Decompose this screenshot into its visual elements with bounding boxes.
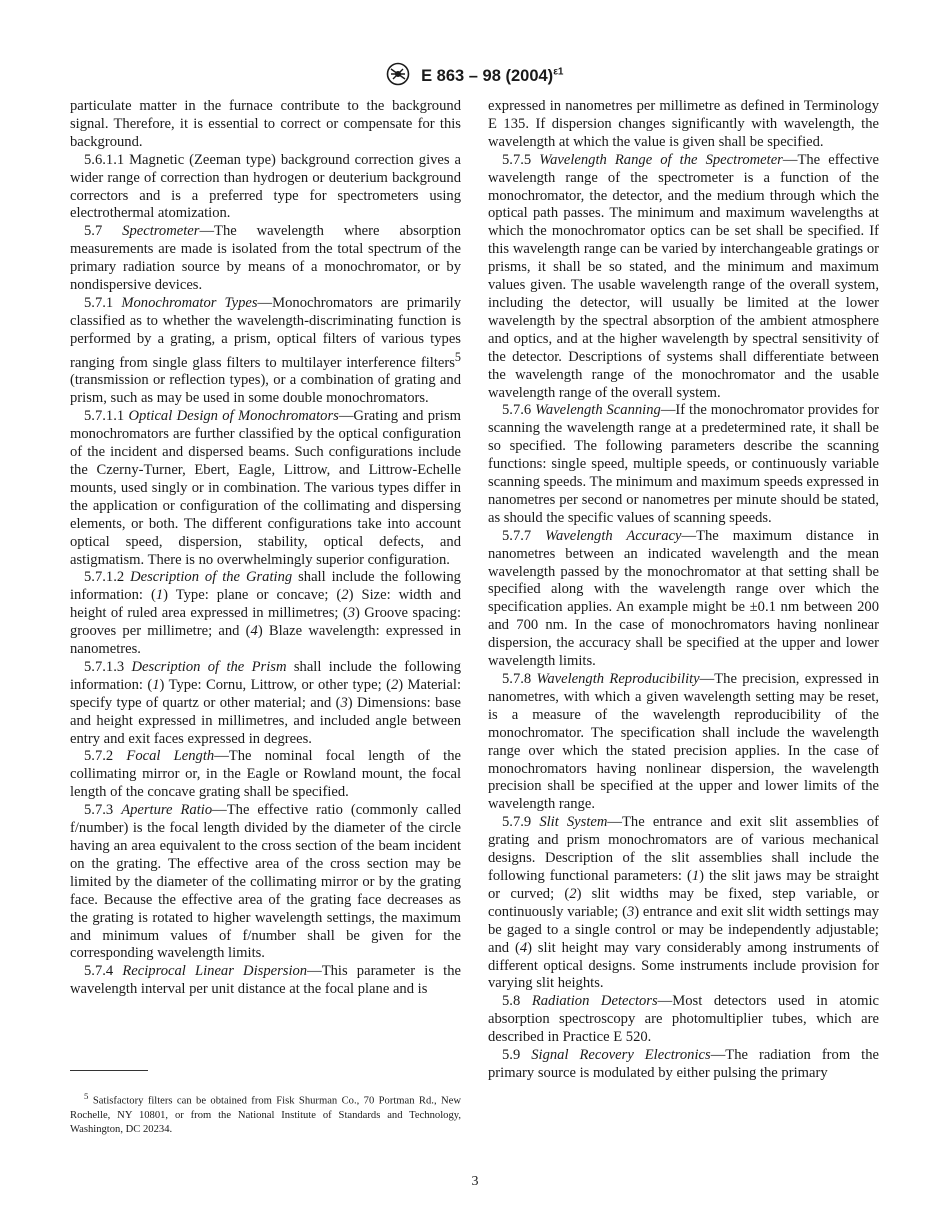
left-column — [70, 98, 461, 999]
footnote: $^5$ Satisfactory filters can be obtained from Fisk Shurman Co., 70 Portman Rd., New Rochelle, NY 10801, or from the National Institute of Standards and Technology, Washington, DC 20234. — [70, 1091, 461, 1135]
paragraph: 5.7.3 Aperture Ratio—The effective ratio (commonly called f/number) is the focal length divided by the diameter of the circle having an area equivalent to the cross section of the beam incident on the grating. The effective area of the cross section may be limited by the diameter of the collimating mirror or by the grating face. Because the effective area of the grating face decreases as the grating is rotated to higher wavelength settings, the maximum and minimum values of f/number shall be given for the corresponding wavelength limits. — [70, 802, 462, 962]
footnote-divider — [70, 1070, 148, 1071]
paragraph: 5.7.1.1 Optical Design of Monochromators—Grating and prism monochromators are further classified by the optical configuration of the incident and dispersed beams. Such configurations include the Czerny-Turner, Ebert, Eagle, Littrow, and Littrow-Echelle mounts, used singly or in combination. The various types differ in the application or configuration of the collimating and dispersing elements, or both. The different configurations take into account optical speed, dispersion, stability, optical defects, and astigmatism. There is no overwhelmingly superior configuration. — [70, 408, 461, 568]
paragraph: 5.6.1.1 Magnetic (Zeeman type) background correction gives a wider range of correction than hydrogen or deuterium background correctors and is a preferred type for spectrometers using electrothermal atomization. — [70, 151, 461, 222]
paragraph: 5.7.2 Focal Length—The nominal focal length of the collimating mirror or, in the Eagle or Rowland mount, the focal length of the concave grating shall be specified. — [70, 748, 461, 801]
paragraph: 5.7.6 Wavelength Scanning—If the monochromator provides for scanning the wavelength range at a predetermined rate, it shall be so specified. The following parameters describe the scanning functions: single speed, multiple speeds, or continuously variable scanning speeds. The minimum and maximum speeds expressed in nanometres per second or nanometres per minute should be stated, as should the specific values of scanning speeds. — [488, 402, 879, 526]
footnote-ref: 5 — [454, 349, 461, 364]
paragraph: 5.9 Signal Recovery Electronics—The radiation from the primary source is modulated by either pulsing the primary — [488, 1047, 879, 1081]
paragraph: 5.7.7 Wavelength Accuracy—The maximum distance in nanometres between an indicated wavelength and the mean wavelength passed by the monochromator at that setting shall be specified along with the wavelength range over which the specification applies. An example might be ±0.1 nm between 200 and 700 nm. In the case of monochromators having nonlinear dispersion, the accuracy shall be specified at the upper and lower wavelength limits. — [488, 527, 880, 670]
paragraph: 5.7.9 Slit System—The entrance and exit slit assemblies of grating and prism monochromators are of various mechanical designs. Description of the slit assemblies shall include the following functional parameters: (1) the slit jaws may be straight or curved; (2) slit widths may be fixed, step variable, or continuously variable; (3) entrance and exit slit width settings may be gaged to a single control or may be independently adjustable; and (4) slit height may vary considerably among instruments of different optical designs. Some instruments include provision for varying slit heights. — [488, 814, 880, 992]
paragraph: 5.7.8 Wavelength Reproducibility—The precision, expressed in nanometres, with which a given wavelength setting may be reset, is a measure of the wavelength reproducibility of the monochromator. The specification shall include the wavelength range over which the stated precision applies. In the case of monochromators having nonlinear dispersion, the wavelength precision shall be specified at the upper and lower limits of the wavelength range. — [488, 671, 880, 813]
paragraph: particulate matter in the furnace contribute to the background signal. Therefore, it is essential to correct or compensate for this background. — [70, 98, 461, 150]
paragraph: 5.7.4 Reciprocal Linear Dispersion—This parameter is the wavelength interval per unit distance at the focal plane and is — [70, 963, 461, 998]
epsilon-mark: ε1 — [553, 66, 564, 78]
footnotes — [70, 1070, 461, 1137]
right-column — [488, 98, 879, 1083]
paragraph: 5.7.5 Wavelength Range of the Spectrometer—The effective wavelength range of the spectrometer is a function of the monochromator, the detector, and the medium through which the optical path passes. The minimum and maximum wavelengths at which the monochromator optics can be set shall be specified. If this wavelength range can be varied by interchangeable gratings or prisms, it shall be so stated, and the minimum and maximum values given. The usable wavelength range of the overall system, including the detector, will usually be limited at the lower wavelength by the spectral absorption of the ambient atmosphere and optics, and at the higher wavelength by spectral sensitivity of the detector. Descriptions of systems shall differentiate between the wavelength range of the monochromator and the usable wavelength range of the overall system. — [488, 151, 879, 401]
paragraph: 5.7.1.3 Description of the Prism shall include the following information: (1) Type: Cornu, Littrow, or other type; (2) Material: specify type of quartz or other material; and (3) Dimensions: base and height expressed in millimetres, and included angle between entry and exit faces expressed in degrees. — [70, 658, 462, 747]
astm-logo-icon — [386, 62, 410, 91]
paragraph: 5.7.1.2 Description of the Grating shall include the following information: (1) Type: plane or concave; (2) Size: width and height of ruled area expressed in millimetres; (3) Groove spacing: grooves per millimetre; and (4) Blaze wavelength: expressed in nanometres. — [70, 569, 461, 658]
paragraph: 5.7.1 Monochromator Types—Monochromators are primarily classified as to whether the wavelength-discriminating function is performed by a grating, a prism, optical filters of various types ranging from single glass filters to multilayer interference filters$^5$ (transmission or reflection types), or a combination of grating and prism, such as may be used in some double monochromators. — [70, 294, 461, 407]
page-number: 3 — [471, 1174, 479, 1189]
page-header — [0, 62, 950, 91]
paragraph: 5.7 Spectrometer—The wavelength where absorption measurements are made is isolated from the total spectrum of the primary radiation source by means of a monochromator, or by nondispersive devices. — [70, 223, 461, 294]
paragraph: expressed in nanometres per millimetre as defined in Terminology E 135. If dispersion changes significantly with wavelength, the wavelength at which the value is given shall be specified. — [488, 98, 879, 150]
paragraph: 5.8 Radiation Detectors—Most detectors used in atomic absorption spectroscopy are photomultiplier tubes, which are described in Practice E 520. — [488, 993, 879, 1046]
standard-designation: E 863 – 98 $(2004)^{\varepsilon 1}$ — [421, 66, 564, 86]
